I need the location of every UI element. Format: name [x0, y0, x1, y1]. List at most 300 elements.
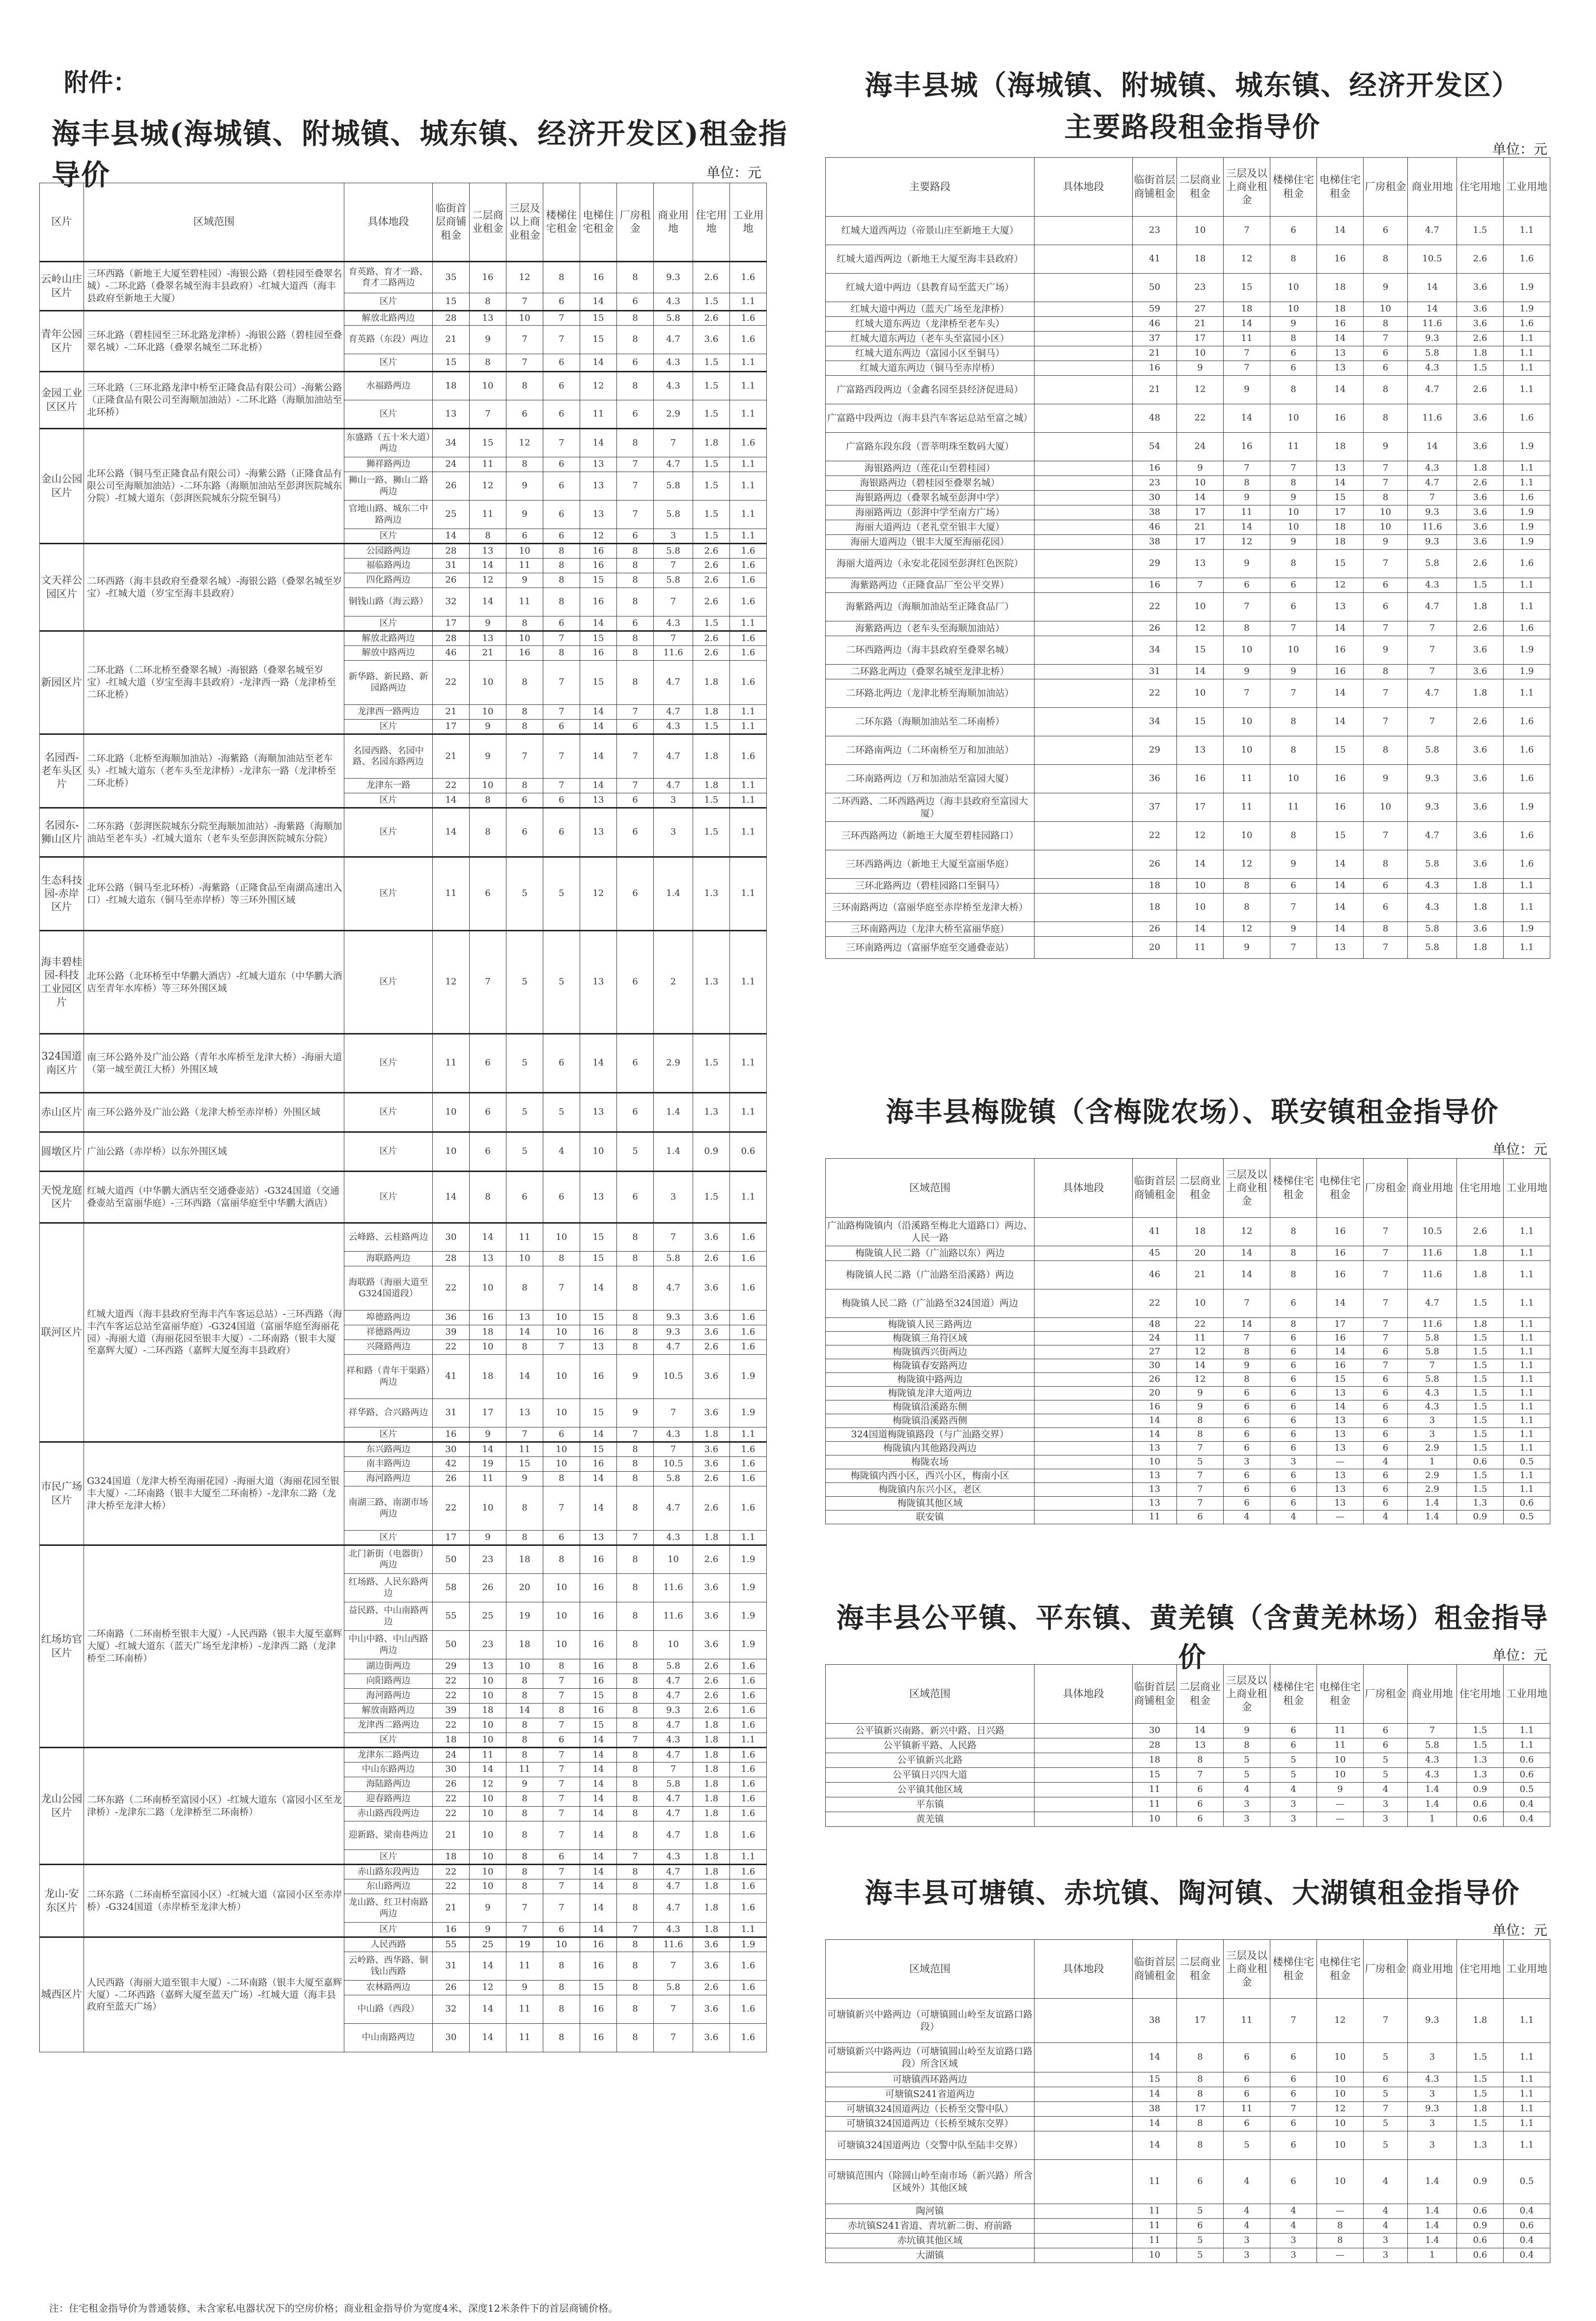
rent-value: 14	[580, 1266, 617, 1311]
rent-value: 1.5	[693, 1172, 730, 1223]
rent-value: 42	[433, 1457, 470, 1472]
column-header: 厂房租金	[1364, 1159, 1408, 1218]
rent-value: 8	[617, 1545, 654, 1574]
rent-value: 8	[1270, 708, 1317, 736]
rent-value: 8	[617, 429, 654, 457]
rent-value: 7	[543, 779, 580, 793]
road-detail-empty	[1035, 1455, 1133, 1469]
rent-value: 7	[543, 1718, 580, 1733]
rent-value: 1.6	[730, 1952, 767, 1981]
table-row	[40, 931, 767, 1034]
rent-value: 3.6	[1457, 520, 1504, 535]
rent-value: 6	[506, 808, 543, 857]
rent-value: 7	[1224, 1332, 1270, 1345]
rent-value: 14	[1133, 2043, 1177, 2072]
road-segment: 新华路、新民路、新园路两边	[344, 661, 433, 705]
rent-value: 10	[543, 1311, 580, 1325]
rent-value: 3	[1270, 1812, 1317, 1827]
rent-value: 22	[433, 1689, 470, 1704]
rent-value: 11.6	[1408, 1246, 1457, 1261]
rent-value: 9.3	[654, 1311, 693, 1325]
rent-value: 4.7	[654, 1340, 693, 1355]
rent-value: 26	[1133, 850, 1177, 879]
table-row	[40, 262, 767, 293]
rent-value: 1.6	[730, 1718, 767, 1733]
rent-value: 1.1	[730, 1427, 767, 1442]
road-segment: 海河路两边	[344, 1472, 433, 1486]
rent-value: 13	[580, 501, 617, 529]
rent-value: 3	[1408, 2131, 1457, 2160]
column-header: 厂房租金	[617, 183, 654, 262]
rent-value: 9	[617, 1355, 654, 1399]
rent-value: 3	[1224, 1797, 1270, 1812]
rent-value: 8	[1177, 2087, 1224, 2102]
rent-value: 8	[1364, 736, 1408, 765]
rent-value: 14	[580, 705, 617, 720]
rent-value: 29	[433, 1659, 470, 1674]
road-segment: 湖边街两边	[344, 1659, 433, 1674]
rent-value: 5	[1364, 1753, 1408, 1768]
road-detail-empty	[1035, 2072, 1133, 2087]
rent-value: 1.8	[693, 1894, 730, 1923]
rent-value: 3	[654, 793, 693, 808]
rent-value: 7	[617, 779, 654, 793]
rent-value: 8	[506, 779, 543, 793]
table-row	[40, 311, 767, 326]
rent-value: 9	[1224, 1724, 1270, 1738]
rent-value: 1.6	[1504, 404, 1550, 433]
rent-value: 9.3	[654, 262, 693, 293]
rent-value: 4.7	[654, 734, 693, 779]
rent-value: 22	[433, 1674, 470, 1689]
column-header: 住宅用地	[1457, 1940, 1504, 1999]
rent-value: 3	[1408, 1414, 1457, 1428]
rent-value: 1.9	[730, 1355, 767, 1399]
rent-value: 21	[1177, 1261, 1224, 1289]
rent-value: 3.6	[1457, 505, 1504, 520]
rent-value: 1.1	[1504, 476, 1550, 491]
road-segment: 四化路两边	[344, 573, 433, 588]
rent-value: 0.4	[1504, 1812, 1550, 1827]
rent-value: 13	[506, 1311, 543, 1325]
rent-value: 7	[617, 705, 654, 720]
rent-value: 11.6	[654, 646, 693, 661]
rent-value: 1.8	[693, 705, 730, 720]
rent-value: 3.6	[693, 1311, 730, 1325]
table-row	[40, 1937, 767, 1952]
rent-value: 4.3	[654, 354, 693, 372]
rent-value: 41	[1133, 245, 1177, 274]
rent-value: 6	[543, 1172, 580, 1223]
rent-value: 9	[1364, 274, 1408, 302]
rent-value: 1.5	[693, 616, 730, 631]
road-detail-empty	[1035, 621, 1133, 636]
column-header: 具体地段	[1035, 1940, 1133, 1999]
rent-value: 7	[506, 734, 543, 779]
rent-value: 1.4	[1408, 2234, 1457, 2248]
rent-value: 7	[543, 631, 580, 646]
road-detail-empty	[1035, 1753, 1133, 1768]
rent-value: 3	[1270, 2234, 1317, 2248]
rent-value: 7	[543, 1777, 580, 1792]
rent-value: 13	[470, 311, 506, 326]
rent-value: 8	[1177, 2072, 1224, 2087]
rent-value: 4.3	[1408, 1400, 1457, 1414]
rent-value: 5.8	[654, 1472, 693, 1486]
rent-value: 8	[543, 1704, 580, 1718]
rent-value: 11	[1133, 2234, 1177, 2248]
column-header: 临街首层商铺租金	[1133, 1665, 1177, 1724]
rent-value: 8	[1224, 1738, 1270, 1753]
rent-value: 17	[433, 616, 470, 631]
left-unit-label: 单位：元	[706, 165, 761, 181]
table-row	[826, 361, 1550, 376]
rent-value: 24	[1133, 1332, 1177, 1345]
road-segment: 龙津东一路	[344, 779, 433, 793]
rent-value: 1.5	[1457, 2087, 1504, 2102]
rent-value: 21	[1133, 346, 1177, 361]
rent-value: 16	[1317, 404, 1364, 433]
rent-value: 23	[1133, 217, 1177, 245]
rent-value: 10	[1177, 679, 1224, 708]
rent-value: 7	[1177, 578, 1224, 593]
rent-value: 12	[1224, 535, 1270, 550]
road-name: 红城大道西两边（新地王大厦至海丰县政府）	[826, 245, 1035, 274]
road-detail-empty	[1035, 1999, 1133, 2043]
rent-value: 11	[433, 857, 470, 931]
rent-value: 1.1	[1504, 1400, 1550, 1414]
rent-value: 6	[543, 372, 580, 400]
rent-value: 7	[654, 1995, 693, 2024]
rent-value: 6	[617, 616, 654, 631]
rent-value: 3	[1408, 2087, 1457, 2102]
road-detail-empty	[1035, 346, 1133, 361]
rent-value: 12	[470, 472, 506, 501]
rent-value: 18	[433, 372, 470, 400]
rent-value: 31	[433, 1399, 470, 1427]
rent-value: 7	[1364, 822, 1408, 850]
rent-value: 1.5	[1457, 1442, 1504, 1455]
rent-value: 10.5	[1408, 245, 1457, 274]
rent-value: 4.7	[654, 326, 693, 354]
rent-value: 1.8	[693, 1427, 730, 1442]
rent-value: 8	[1364, 665, 1408, 679]
rent-value: 18	[1133, 894, 1177, 922]
table-row	[826, 822, 1550, 850]
rent-value: 17	[1177, 2102, 1224, 2117]
rent-value: 0.5	[1504, 2160, 1550, 2204]
rent-value: 10	[543, 1457, 580, 1472]
rent-value: 10	[1224, 736, 1270, 765]
footnote: 注：住宅租金指导价为普通装修、未含家私电器状况下的空房价格；商业租金指导价为宽度4米、深度12米条件下的首层商铺价格。	[49, 2302, 618, 2314]
column-header: 厂房租金	[1364, 158, 1408, 217]
rent-value: 7	[654, 429, 693, 457]
rent-value: 10	[1177, 593, 1224, 621]
rent-value: 18	[433, 1733, 470, 1748]
table-row	[40, 544, 767, 559]
rent-value: 1.1	[1504, 1218, 1550, 1246]
rent-value: 8	[506, 705, 543, 720]
rent-value: 7	[543, 1865, 580, 1879]
rent-value: 8	[506, 1850, 543, 1865]
road-name: 三环西路两边（新地王大厦至碧桂园路口）	[826, 822, 1035, 850]
road-name: 二环路南两边（二环南桥至万和加油站）	[826, 736, 1035, 765]
rent-value: 1.5	[1457, 1289, 1504, 1318]
meilong-title: 海丰县梅陇镇（含梅陇农场）、联安镇租金指导价	[886, 1096, 1499, 1128]
rent-value: 13	[470, 1659, 506, 1674]
rent-value: 13	[1317, 346, 1364, 361]
rent-value: 16	[1317, 1332, 1364, 1345]
rent-value: 6	[470, 1034, 506, 1093]
rent-value: 1.6	[730, 1748, 767, 1762]
rent-value: 0.9	[1457, 1783, 1504, 1797]
road-detail-empty	[1035, 491, 1133, 505]
rent-value: 1.8	[693, 734, 730, 779]
rent-value: 4	[1270, 1510, 1317, 1524]
rent-value: 10.5	[654, 1355, 693, 1399]
rent-value: 16	[1317, 317, 1364, 332]
rent-value: 14	[1317, 1345, 1364, 1359]
rent-value: 7	[543, 705, 580, 720]
rent-value: 22	[1133, 679, 1177, 708]
road-detail-empty	[1035, 404, 1133, 433]
rent-value: 3	[1224, 1455, 1270, 1469]
rent-value: 1.1	[1504, 461, 1550, 476]
rent-value: 7	[1364, 708, 1408, 736]
rent-value: 1.5	[1457, 578, 1504, 593]
rent-value: 14	[470, 559, 506, 573]
road-detail-empty	[1035, 1400, 1133, 1414]
table-row	[826, 2160, 1550, 2204]
rent-value: 0.6	[1457, 1812, 1504, 1827]
rent-value: 16	[433, 1923, 470, 1937]
rent-value: 14	[1224, 1246, 1270, 1261]
zone-range: 北环公路（铜马至正隆食品有限公司）-海紫公路（正隆食品有限公司至海顺加油站）-二环东路（海顺加油站至彭湃医院城东分院）-红城大道东（彭湃医院城东分院至铜马）	[84, 429, 344, 544]
rent-value: 14	[1133, 1428, 1177, 1442]
road-name: 三环西路两边（新地王大厦至富丽华庭）	[826, 850, 1035, 879]
column-header: 住宅用地	[1457, 1159, 1504, 1218]
column-header: 电梯住宅租金	[1317, 1159, 1364, 1218]
rent-value: 6	[1270, 2131, 1317, 2160]
road-detail-empty	[1035, 894, 1133, 922]
rent-value: 6	[1270, 1373, 1317, 1387]
road-detail-empty	[1035, 1797, 1133, 1812]
rent-value: 6	[1177, 1797, 1224, 1812]
road-name: 三环北路两边（碧桂园路口至铜马）	[826, 879, 1035, 894]
rent-value: 6	[543, 1923, 580, 1937]
rent-value: 4.3	[654, 293, 693, 311]
rent-value: 16	[580, 588, 617, 616]
rent-value: 6	[1364, 1442, 1408, 1455]
rent-value: 11	[1317, 1724, 1364, 1738]
rent-value: 8	[1177, 1414, 1224, 1428]
rent-value: 12	[1224, 850, 1270, 879]
rent-value: 1.6	[730, 1762, 767, 1777]
rent-value: 2.9	[1408, 1442, 1457, 1455]
rent-value: 1.9	[1504, 505, 1550, 520]
rent-value: 1.8	[693, 429, 730, 457]
rent-value: 8	[506, 720, 543, 734]
rent-value: 18	[1133, 1753, 1177, 1768]
rent-value: 30	[433, 1442, 470, 1457]
rent-value: 16	[1317, 1261, 1364, 1289]
rent-value: 5	[506, 1132, 543, 1172]
road-segment: 狮祥路两边	[344, 457, 433, 472]
road-segment: 埠德路两边	[344, 1311, 433, 1325]
rent-value: 1.4	[1408, 1497, 1457, 1510]
rent-value: 6	[617, 354, 654, 372]
rent-value: 11	[470, 1472, 506, 1486]
rent-value: 48	[1133, 1318, 1177, 1332]
road-detail-empty	[1035, 636, 1133, 665]
road-detail-empty	[1035, 1373, 1133, 1387]
rent-value: 8	[506, 1718, 543, 1733]
rent-value: 8	[543, 2024, 580, 2052]
rent-value: 7	[543, 1762, 580, 1777]
road-segment: 区片	[344, 400, 433, 429]
rent-value: 1.8	[1457, 879, 1504, 894]
rent-value: 24	[1177, 433, 1224, 461]
rent-value: 10	[1364, 793, 1408, 822]
rent-value: 15	[580, 1252, 617, 1266]
rent-value: 12	[1224, 1218, 1270, 1246]
rent-value: 1.6	[1504, 736, 1550, 765]
rent-value: 7	[506, 326, 543, 354]
table-row	[826, 1455, 1550, 1469]
road-name: 梅陇镇内其他路段两边	[826, 1442, 1035, 1455]
rent-value: 3	[1364, 1812, 1408, 1827]
rent-value: 16	[1317, 1246, 1364, 1261]
rent-value: 15	[1317, 736, 1364, 765]
rent-value: 4.3	[654, 1427, 693, 1442]
rent-value: 1.6	[1504, 621, 1550, 636]
rent-value: 6	[1270, 1738, 1317, 1753]
rent-value: 48	[1133, 404, 1177, 433]
rent-value: 16	[580, 1545, 617, 1574]
rent-value: 11	[506, 1995, 543, 2024]
table-row	[826, 1469, 1550, 1483]
rent-value: 12	[506, 429, 543, 457]
rent-value: 1.5	[693, 400, 730, 429]
rent-value: 7	[1177, 1497, 1224, 1510]
road-name: 红城大道西两边（帝景山庄至新地王大厦）	[826, 217, 1035, 245]
road-detail-empty	[1035, 505, 1133, 520]
column-header: 三层及以上商业租金	[1224, 1665, 1270, 1724]
rent-value: 10	[1133, 1812, 1177, 1827]
rent-value: 5	[1224, 1753, 1270, 1768]
rent-value: 4.7	[1408, 593, 1457, 621]
rent-value: 9	[1270, 922, 1317, 937]
rent-value: 18	[1317, 433, 1364, 461]
main-road-title-line2: 主要路段租金指导价	[1064, 111, 1321, 143]
rent-value: 7	[1224, 679, 1270, 708]
rent-value: 3.6	[693, 1602, 730, 1631]
rent-value: 1.9	[730, 1602, 767, 1631]
rent-value: 6	[1364, 1387, 1408, 1400]
column-header: 电梯住宅租金	[580, 183, 617, 262]
rent-value: 21	[1133, 376, 1177, 404]
rent-value: 9	[506, 501, 543, 529]
rent-value: 8	[617, 1602, 654, 1631]
rent-value: 6	[1364, 1428, 1408, 1442]
rent-value: 0.6	[1457, 2234, 1504, 2248]
rent-value: 4	[1364, 2160, 1408, 2204]
road-name: 梅陇镇人民二路（广汕路以东）两边	[826, 1246, 1035, 1261]
rent-value: 9	[1270, 317, 1317, 332]
rent-value: 5	[506, 1034, 543, 1093]
rent-value: 25	[470, 1937, 506, 1952]
rent-value: 1.6	[730, 1659, 767, 1674]
rent-value: 15	[1133, 2072, 1177, 2087]
rent-value: 14	[580, 1894, 617, 1923]
rent-value: 1.1	[1504, 2117, 1550, 2131]
table-row	[826, 2072, 1550, 2087]
rent-value: 30	[1133, 1724, 1177, 1738]
rent-value: 1.6	[730, 1821, 767, 1850]
rent-value: 18	[1224, 302, 1270, 317]
rent-value: 7	[1364, 679, 1408, 708]
rent-value: 8	[543, 588, 580, 616]
road-detail-empty	[1035, 1218, 1133, 1246]
rent-value: 7	[1270, 937, 1317, 959]
rent-value: 9.3	[1408, 535, 1457, 550]
rent-value: 1.1	[1504, 2072, 1550, 2087]
rent-value: 10	[470, 1266, 506, 1311]
rent-value: 1.5	[1457, 1387, 1504, 1400]
rent-value: 8	[617, 631, 654, 646]
road-name: 324国道梅陇镇路段（与广汕路交界）	[826, 1428, 1035, 1442]
rent-value: 1.6	[730, 588, 767, 616]
rent-value: 13	[1317, 1387, 1364, 1400]
zone-name: 市民广场区片	[40, 1442, 84, 1545]
rent-value: 1.9	[730, 1631, 767, 1659]
road-segment: 区片	[344, 808, 433, 857]
rent-value: 7	[506, 293, 543, 311]
rent-value: 5.8	[1408, 1345, 1457, 1359]
rent-value: 16	[1133, 1400, 1177, 1414]
rent-value: 1.6	[730, 573, 767, 588]
rent-value: 1.8	[693, 1792, 730, 1807]
rent-value: 1.6	[730, 1894, 767, 1923]
rent-value: 6	[617, 720, 654, 734]
rent-value: 13	[1317, 1428, 1364, 1442]
table-row	[826, 1510, 1550, 1524]
rent-value: 7	[543, 1748, 580, 1762]
rent-value: 1.8	[693, 1879, 730, 1894]
road-name: 可塘镇新兴中路两边（可塘镇圆山岭至友谊路口路段）所含区域	[826, 2043, 1035, 2072]
column-header: 厂房租金	[1364, 1940, 1408, 1999]
rent-value: 1.5	[693, 808, 730, 857]
rent-value: 14	[470, 1762, 506, 1777]
rent-value: 10	[1224, 636, 1270, 665]
rent-value: 9	[506, 472, 543, 501]
rent-value: 14	[580, 616, 617, 631]
road-detail-empty	[1035, 1318, 1133, 1332]
rent-value: 1.8	[693, 1865, 730, 1879]
rent-value: 6	[617, 1172, 654, 1223]
rent-value: 6	[1364, 1345, 1408, 1359]
rent-value: 9	[1270, 491, 1317, 505]
road-name: 可塘镇324国道两边（长桥至交警中队）	[826, 2102, 1035, 2117]
rent-value: 14	[470, 1952, 506, 1981]
rent-value: 21	[433, 326, 470, 354]
table-row	[826, 736, 1550, 765]
rent-value: 5	[617, 1132, 654, 1172]
road-detail-empty	[1035, 1442, 1133, 1455]
rent-value: 3.6	[693, 1574, 730, 1602]
rent-value: 7	[1270, 894, 1317, 922]
rent-value: 10	[1224, 708, 1270, 736]
